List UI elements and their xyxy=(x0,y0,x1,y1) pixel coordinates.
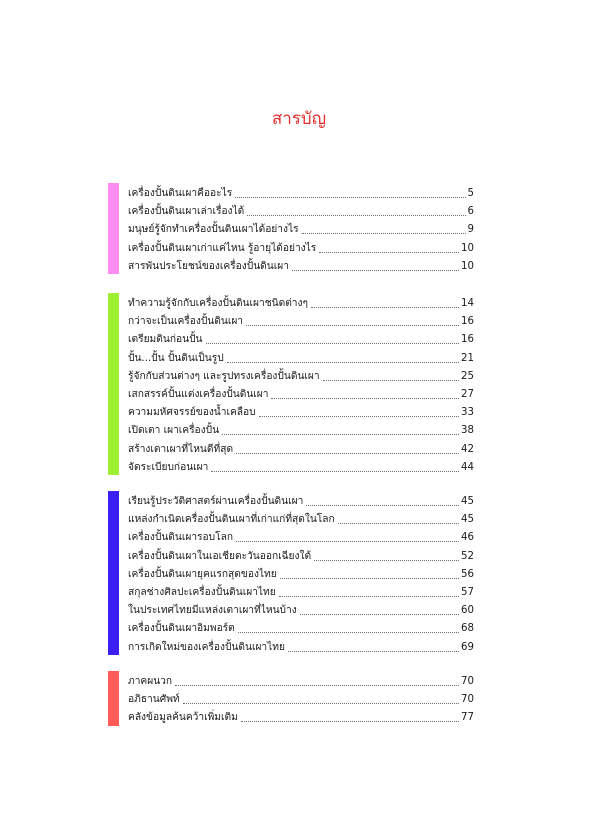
toc-page-number: 45 xyxy=(461,496,474,507)
toc-entry[interactable] xyxy=(128,201,474,219)
toc-entry[interactable] xyxy=(128,582,474,600)
toc-entry-title: เครื่องปั้นดินเผาเก่าแค่ไหน รู้อายุได้อย่างไร xyxy=(128,242,317,254)
toc-page-number: 16 xyxy=(461,316,474,328)
dot-leader xyxy=(235,197,465,198)
page-title: สารบัญ xyxy=(271,109,327,129)
dot-leader xyxy=(227,362,459,363)
dot-leader xyxy=(183,703,459,704)
toc-entry-title: เครื่องปั้นดินเผาเล่าเรื่องได้ xyxy=(128,206,245,218)
dot-leader xyxy=(314,560,459,561)
toc-entry-title: ทำความรู้จักกับเครื่องปั้นดินเผาชนิดต่างๆ xyxy=(128,298,308,309)
dot-leader xyxy=(259,416,459,417)
toc-entry[interactable] xyxy=(128,509,474,527)
dot-leader xyxy=(246,325,459,326)
toc-entry-title: เครื่องปั้นดินเผายุคแรกสุดของไทย xyxy=(128,568,277,580)
dot-leader xyxy=(306,505,459,506)
dot-leader xyxy=(338,523,459,524)
dot-leader xyxy=(302,233,466,234)
toc-page-number: 69 xyxy=(461,641,474,653)
toc-entry-title: เครื่องปั้นดินเผาในเอเชียตะวันออกเฉียงใต้ xyxy=(128,550,312,562)
dot-leader xyxy=(300,614,459,615)
dot-leader xyxy=(236,541,459,542)
toc-section xyxy=(108,671,474,726)
toc-entry-title: อภิธานศัพท์ xyxy=(128,694,180,706)
dot-leader xyxy=(319,252,459,253)
toc-entry-title: ปั้น...ปั้น ปั้นดินเป็นรูป xyxy=(128,352,224,364)
toc-page-number: 14 xyxy=(461,298,474,309)
toc-entry[interactable] xyxy=(128,671,474,689)
toc-page-number: 70 xyxy=(461,676,474,687)
toc-entry-title: แหล่งกำเนิดเครื่องปั้นดินเผาที่เก่าแก่ที่สุดในโลก xyxy=(128,514,335,526)
toc-entry-title: การเกิดใหม่ของเครื่องปั้นดินเผาไทย xyxy=(128,641,285,653)
toc-entry-title: สารพันประโยชน์ของเครื่องปั้นดินเผา xyxy=(128,260,289,272)
dot-leader xyxy=(292,270,459,271)
toc-section xyxy=(108,491,474,655)
toc-page-number: 60 xyxy=(461,605,474,617)
dot-leader xyxy=(311,307,459,308)
toc-entry-title: เปิดเตา เผาเครื่องปั้น xyxy=(128,425,220,437)
toc-entry[interactable] xyxy=(128,600,474,618)
toc-page-number: 27 xyxy=(461,389,474,400)
toc-page-number: 33 xyxy=(461,407,474,419)
toc-entry-title: ความมหัศจรรย์ของน้ำเคลือบ xyxy=(128,407,256,419)
dot-leader xyxy=(280,578,459,579)
section-color-bar xyxy=(108,183,119,274)
toc-entry[interactable] xyxy=(128,546,474,564)
toc-page-number: 70 xyxy=(461,694,474,706)
toc-entry[interactable] xyxy=(128,348,474,366)
toc-entry[interactable] xyxy=(128,420,474,438)
dot-leader xyxy=(236,453,459,454)
toc-page-number: 6 xyxy=(467,206,474,218)
toc-entry[interactable] xyxy=(128,329,474,347)
toc-entry[interactable] xyxy=(128,457,474,475)
toc-entry-title: ภาคผนวก xyxy=(128,676,173,687)
toc-page-number: 57 xyxy=(461,587,474,598)
toc-page-number: 52 xyxy=(461,550,474,562)
toc-entry-title: กว่าจะเป็นเครื่องปั้นดินเผา xyxy=(128,316,244,328)
dot-leader xyxy=(323,380,459,381)
toc-page-number: 46 xyxy=(461,532,474,544)
dot-leader xyxy=(247,215,465,216)
toc-entry-title: มนุษย์รู้จักทำเครื่องปั้นดินเผาได้อย่างไร xyxy=(128,224,299,236)
toc-page-number: 5 xyxy=(467,188,474,199)
toc-page-number: 68 xyxy=(461,623,474,635)
toc-entry[interactable] xyxy=(128,527,474,545)
toc-entry-title: เรียนรู้ประวัติศาสตร์ผ่านเครื่องปั้นดินเผา xyxy=(128,496,304,507)
section-color-bar xyxy=(108,293,119,475)
toc-entry-title: จัดระเบียบก่อนเผา xyxy=(128,461,209,473)
toc-entry-title: เครื่องปั้นดินเผาคืออะไร xyxy=(128,188,233,199)
toc-entry-title: คลังข้อมูลค้นคว้าเพิ่มเติม xyxy=(128,712,238,724)
toc-entry-title: สร้างเตาเผาที่ไหนดีที่สุด xyxy=(128,443,234,455)
toc-entry-title: เตรียมดินก่อนปั้น xyxy=(128,334,203,346)
toc-entry-title: เสกสรรค์ปั้นแต่งเครื่องปั้นดินเผา xyxy=(128,389,269,400)
toc-page-number: 16 xyxy=(461,334,474,346)
toc-entry-title: ในประเทศไทยมีแหล่งเตาเผาที่ไหนบ้าง xyxy=(128,605,297,617)
toc-entry[interactable] xyxy=(128,707,474,725)
toc-entry[interactable] xyxy=(128,689,474,707)
toc-page-number: 42 xyxy=(461,443,474,455)
toc-entry-title: รู้จักกับส่วนต่างๆ และรูปทรงเครื่องปั้นดินเผา xyxy=(128,370,320,382)
toc-entry[interactable] xyxy=(128,366,474,384)
toc-page-number: 25 xyxy=(461,370,474,382)
toc-entry-title: เครื่องปั้นดินเผารอบโลก xyxy=(128,532,233,544)
section-color-bar xyxy=(108,491,119,655)
dot-leader xyxy=(241,721,459,722)
toc-entry[interactable] xyxy=(128,564,474,582)
toc-entry[interactable] xyxy=(128,256,474,274)
toc-page-number: 44 xyxy=(461,461,474,473)
dot-leader xyxy=(222,434,459,435)
dot-leader xyxy=(279,596,459,597)
dot-leader xyxy=(175,685,459,686)
toc-entry[interactable] xyxy=(128,618,474,636)
toc-entry[interactable] xyxy=(128,238,474,256)
toc-entry[interactable] xyxy=(128,293,474,311)
toc-page-number: 38 xyxy=(461,425,474,437)
toc-entry-title: เครื่องปั้นดินเผาอิมพอร์ต xyxy=(128,623,235,635)
toc-entry[interactable] xyxy=(128,439,474,457)
toc-page-number: 10 xyxy=(461,260,474,272)
dot-leader xyxy=(238,632,459,633)
toc-page-number: 45 xyxy=(461,514,474,526)
dot-leader xyxy=(206,343,460,344)
dot-leader xyxy=(288,651,459,652)
toc-entry[interactable] xyxy=(128,402,474,420)
toc-page-number: 10 xyxy=(461,242,474,254)
toc-entry[interactable] xyxy=(128,311,474,329)
toc-entry[interactable] xyxy=(128,219,474,237)
dot-leader xyxy=(271,398,459,399)
toc-page-number: 21 xyxy=(461,352,474,364)
toc-entry[interactable] xyxy=(128,491,474,509)
dot-leader xyxy=(211,471,459,472)
toc-page-number: 9 xyxy=(467,224,474,236)
toc-entry[interactable] xyxy=(128,384,474,402)
toc-section xyxy=(108,183,474,274)
toc-entry[interactable] xyxy=(128,183,474,201)
section-color-bar xyxy=(108,671,119,726)
toc-entry-title: สกุลช่างศิลปะเครื่องปั้นดินเผาไทย xyxy=(128,587,276,598)
toc-page-number: 77 xyxy=(461,712,474,724)
toc-section xyxy=(108,293,474,475)
toc-entry[interactable] xyxy=(128,637,474,655)
toc-page-number: 56 xyxy=(461,568,474,580)
